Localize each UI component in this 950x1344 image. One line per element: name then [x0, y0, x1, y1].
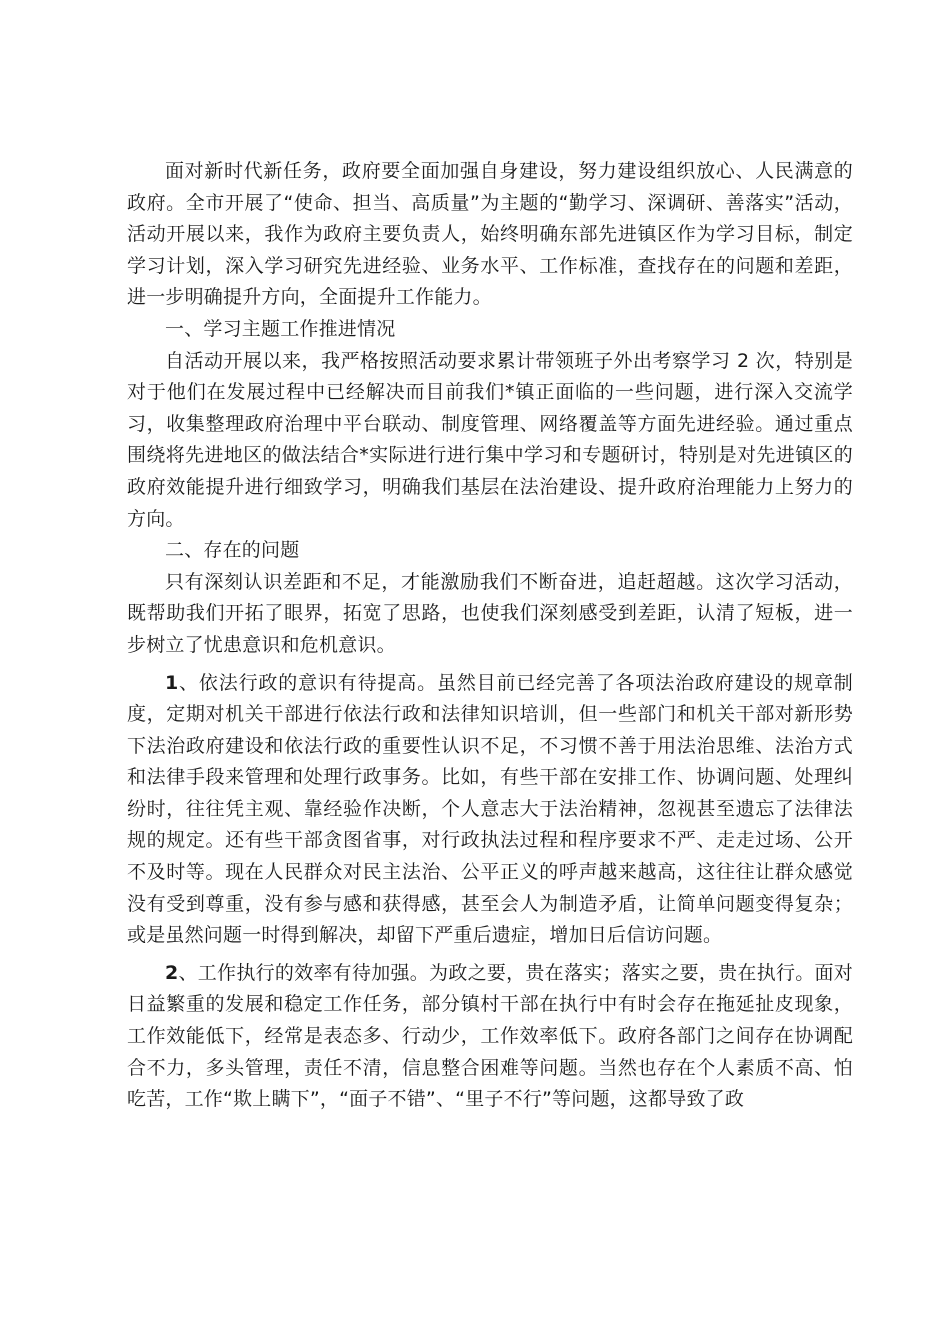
- problem-item-2-number: 2: [165, 961, 179, 984]
- document-page: [127, 156, 853, 1116]
- problem-item-1-text: 、依法行政的意识有待提高。虽然目前已经完善了各项法治政府建设的规章制度，定期对机关干部进行依法行政和法律知识培训，但一些部门和机关干部对新形势下法治政府建设和依法行政的重要性认识不足，不习惯不善于用法治思维、法治方式和法律手段来管理和处理行政事务。比如，有些干部在安排工作、协调问题、处理纠纷时，往往凭主观、靠经验作决断，个人意志大于法治精神，忽视甚至遗忘了法律法规的规定。还有些干部贪图省事，对行政执法过程和程序要求不严、走走过场、公开不及时等。现在人民群众对民主法治、公平正义的呼声越来越高，这往往让群众感觉没有受到尊重，没有参与感和获得感，甚至会人为制造矛盾，让简单问题变得复杂；或是虽然问题一时得到解决，却留下严重后遗症，增加日后信访问题。: [127, 671, 853, 947]
- problem-item-2: [127, 958, 853, 1116]
- problems-intro-paragraph: 只有深刻认识差距和不足，才能激励我们不断奋进，追赶超越。这次学习活动，既帮助我们开拓了眼界，拓宽了思路，也使我们深刻感受到差距，认清了短板，进一步树立了忧患意识和危机意识。: [127, 570, 853, 656]
- section-heading-problems: 二、存在的问题: [165, 539, 300, 562]
- section-heading-progress: 一、学习主题工作推进情况: [165, 317, 396, 340]
- progress-paragraph: 自活动开展以来，我严格按照活动要求累计带领班子外出考察学习 2 次，特别是对于他们在发展过程中已经解决而目前我们*镇正面临的一些问题，进行深入交流学习，收集整理政府治理中平台联动、制度管理、网络覆盖等方面先进经验。通过重点围绕将先进地区的做法结合*实际进行进行集中学习和专题研讨，特别是对先进镇区的政府效能提升进行细致学习，明确我们基层在法治建设、提升政府治理能力上努力的方向。: [127, 349, 853, 530]
- intro-paragraph: 面对新时代新任务，政府要全面加强自身建设，努力建设组织放心、人民满意的政府。全市开展了“使命、担当、高质量”为主题的“勤学习、深调研、善落实”活动，活动开展以来，我作为政府主要负责人，始终明确东部先进镇区作为学习目标，制定学习计划，深入学习研究先进经验、业务水平、工作标准，查找存在的问题和差距，进一步明确提升方向，全面提升工作能力。: [127, 160, 853, 309]
- problem-item-1-number: 1: [165, 671, 179, 694]
- problem-item-2-text: 、工作执行的效率有待加强。为政之要，贵在落实；落实之要，贵在执行。面对日益繁重的发展和稳定工作任务，部分镇村干部在执行中有时会存在拖延扯皮现象，工作效能低下，经常是表态多、行动少，工作效率低下。政府各部门之间存在协调配合不力，多头管理，责任不清，信息整合困难等问题。当然也存在个人素质不高、怕吃苦，工作“欺上瞒下”，“面子不错”、“里子不行”等问题，这都导致了政: [127, 961, 853, 1111]
- problem-item-1: [127, 668, 853, 952]
